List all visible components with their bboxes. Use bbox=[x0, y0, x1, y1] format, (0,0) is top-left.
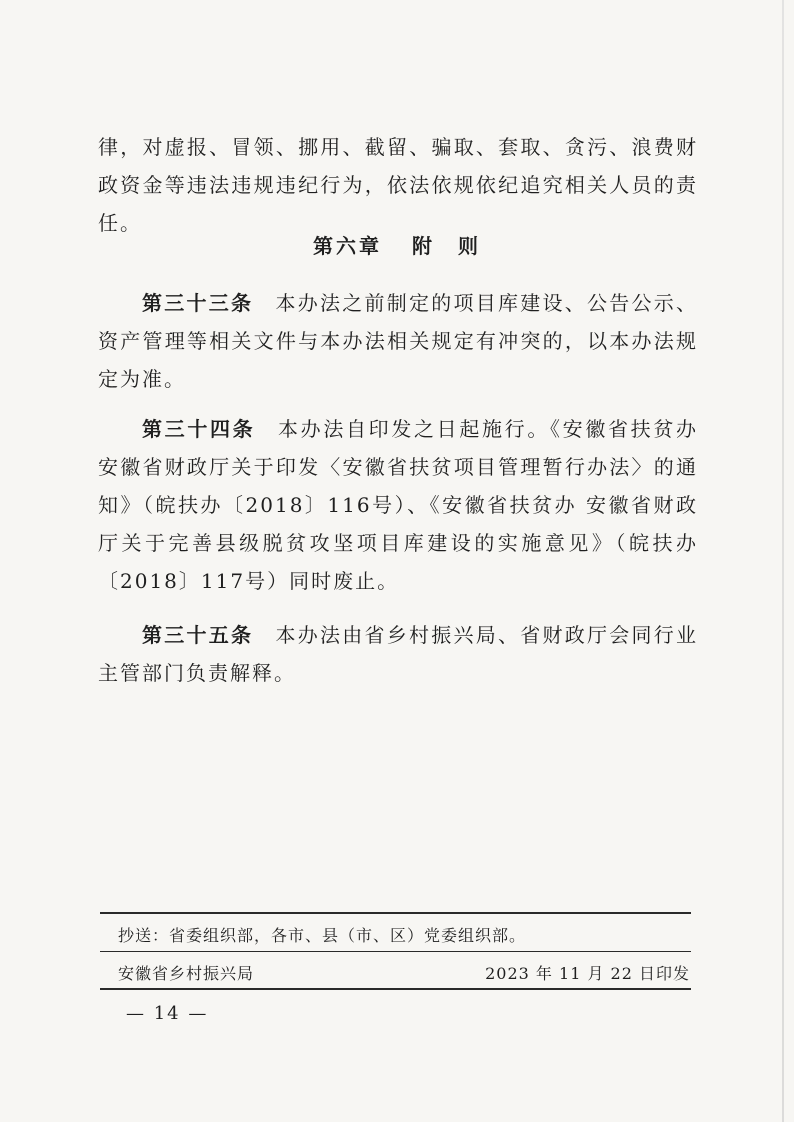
footer-middle-rule bbox=[100, 951, 691, 952]
article-label: 第三十五条 bbox=[142, 623, 254, 647]
chapter-heading bbox=[0, 230, 794, 259]
footer-bottom-rule bbox=[100, 988, 691, 990]
article-33 bbox=[98, 284, 698, 398]
chapter-title: 附 则 bbox=[412, 234, 481, 258]
article-34 bbox=[98, 410, 698, 600]
issuer: 安徽省乡村振兴局 bbox=[118, 964, 255, 983]
page-edge bbox=[782, 0, 784, 1122]
article-35 bbox=[98, 616, 698, 692]
chapter-number: 第六章 bbox=[313, 234, 382, 258]
article-text: 本办法之前制定的项目库建设、公告公示、资产管理等相关文件与本办法相关规定有冲突的，以本办法规定为准。 bbox=[98, 291, 698, 391]
cc-line: 抄送：省委组织部，各市、县（市、区）党委组织部。 bbox=[118, 926, 527, 945]
article-label: 第三十四条 bbox=[142, 417, 256, 441]
article-text: 本办法由省乡村振兴局、省财政厅会同行业主管部门负责解释。 bbox=[98, 623, 698, 685]
footer-top-rule bbox=[100, 912, 691, 914]
continuation-paragraph: 律，对虚报、冒领、挪用、截留、骗取、套取、贪污、浪费财政资金等违法违规违纪行为，依法依规依纪追究相关人员的责任。 bbox=[98, 135, 698, 235]
page-number: — 14 — bbox=[126, 1003, 209, 1024]
issue-date: 2023 年 11 月 22 日印发 bbox=[485, 964, 690, 983]
article-label: 第三十三条 bbox=[142, 291, 254, 315]
article-text: 本办法自印发之日起施行。《安徽省扶贫办 安徽省财政厅关于印发〈安徽省扶贫项目管理暂行办法〉的通知》（皖扶办〔2018〕116号）、《安徽省扶贫办 安徽省财政厅关于完善县级脱贫攻坚项目库建设的实施意见》（皖扶办〔2018〕117号）同时废止。 bbox=[98, 417, 699, 593]
